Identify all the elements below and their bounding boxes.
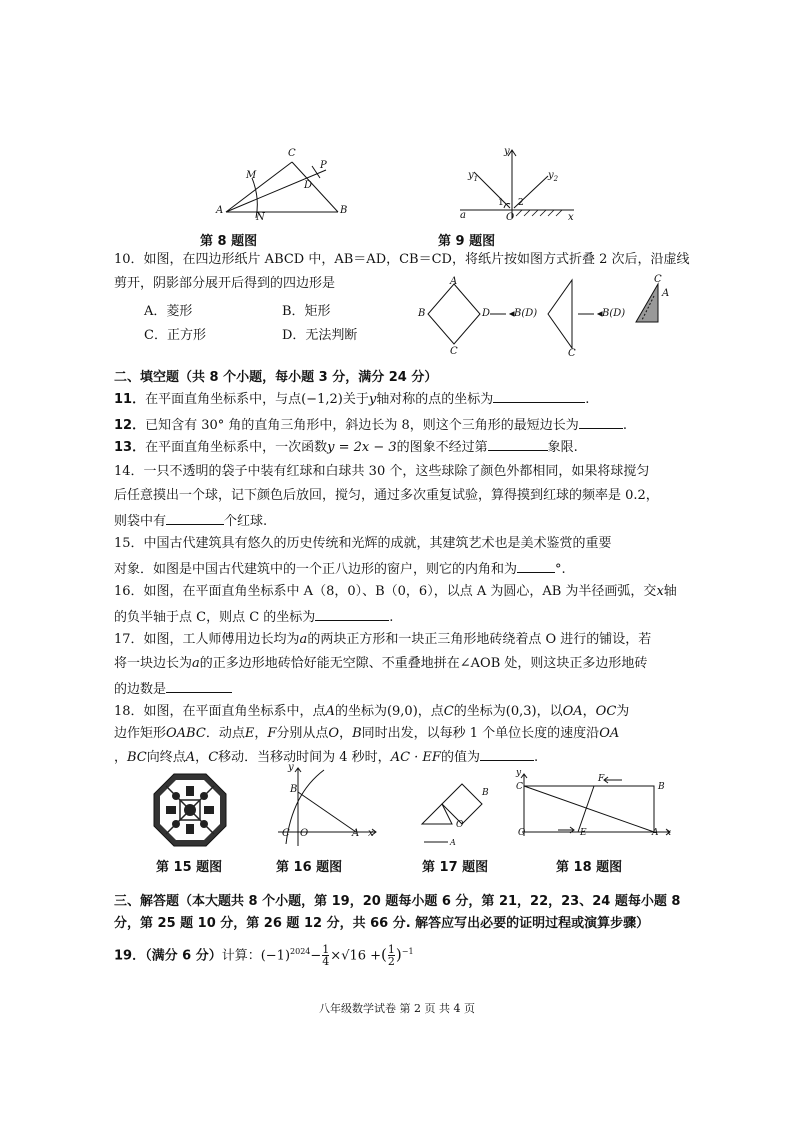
q17-line1: 17．如图，工人师傅用边长均为a的两块正方形和一块正三角形地砖绕着点 O 进行的铺设，若 — [114, 632, 652, 647]
label-angle-1: 1 — [498, 198, 504, 208]
label-y: y — [504, 146, 510, 157]
q10-option-d: D．无法判断 — [282, 328, 358, 343]
q14-line2: 后任意摸出一个球，记下颜色后放回，搅匀，通过多次重复试验，算得摸到红球的频率是 0.2， — [114, 488, 659, 503]
label-d: D — [304, 180, 313, 191]
q18-line2: 边作矩形OABC．动点E，F分别从点O，B同时出发，以每秒 1 个单位长度的速度沿OA — [114, 726, 620, 741]
label-bd-1: B(D) — [514, 308, 538, 319]
question-11: 11．在平面直角坐标系中，与点(−1,2)关于y轴对称的点的坐标为 . — [114, 389, 589, 409]
label-y2: $y_2$ — [548, 170, 559, 183]
q10-line2: 剪开，阴影部分展开后得到的四边形是 — [114, 276, 336, 291]
label-o: O — [506, 212, 515, 223]
answer-blank[interactable] — [166, 511, 224, 525]
question-19: 19．（满分 6 分）计算：$(-1)^{2024}-$ $\frac{1}{4}$ ×√16 +( $\frac{1}{2}$ )$^{-1}$ — [114, 943, 414, 969]
section-3-line1: 三、解答题（本大题共 8 个小题，第 19，20 题每小题 6 分，第 21，22，23、24 题每小题 8 — [114, 894, 681, 909]
label-e: E — [580, 828, 587, 838]
label-angle-2: 2 — [518, 198, 524, 208]
q18-line3: ，BC向终点A，C移动．当移动时间为 4 秒时，AC · EF的值为 . — [114, 747, 538, 767]
figure-18 — [514, 770, 674, 838]
label-bd-2: B(D) — [602, 308, 626, 319]
label-b: B — [290, 784, 298, 795]
label-m: M — [246, 170, 257, 181]
label-c: C — [516, 782, 523, 792]
q10-line1: 10．如图，在四边形纸片 ABCD 中，AB＝AD，CB＝CD，将纸片按如图方式折叠 2 次后，沿虚线 — [114, 252, 690, 267]
answer-blank[interactable] — [488, 437, 548, 451]
label-a3: A — [662, 288, 670, 299]
label-o: O — [456, 820, 464, 830]
figure-8 — [212, 148, 352, 224]
label-x: x — [666, 828, 672, 838]
section-2-title: 二、填空题（共 8 个小题，每小题 3 分，满分 24 分） — [114, 370, 438, 385]
question-12: 12．已知含有 30° 角的直角三角形中，斜边长为 8，则这个三角形的最短边长为 . — [114, 415, 627, 435]
label-c: C — [450, 346, 458, 357]
figure-10 — [414, 276, 684, 358]
figure-15 — [152, 772, 228, 848]
caption-fig9: 第 9 题图 — [438, 234, 496, 249]
label-a: A — [450, 838, 456, 847]
label-f: F — [598, 774, 605, 784]
segment-ap — [226, 170, 326, 212]
q14-line1: 14．一只不透明的袋子中装有红球和白球共 30 个，这些球除了颜色外都相同，如果将球搅匀 — [114, 464, 650, 479]
label-a: A — [352, 828, 360, 839]
q16-line2: 的负半轴于点 C，则点 C 的坐标为 . — [114, 607, 393, 627]
q16-line1: 16．如图，在平面直角坐标系中 A（8，0）、B（0，6），以点 A 为圆心，AB 为半径画弧，交x轴 — [114, 584, 677, 599]
q18-line1: 18．如图，在平面直角坐标系中，点A的坐标为(9,0)，点C的坐标为(0,3)，以OA，OC为 — [114, 704, 630, 719]
q17-line2: 将一块边长为a的正多边形地砖恰好能无空隙、不重叠地拼在∠AOB 处，则这块正多边形地砖 — [114, 656, 648, 671]
label-x: x — [568, 212, 574, 223]
q10-option-b: B．矩形 — [282, 304, 331, 319]
label-o: O — [518, 828, 526, 838]
label-c: C — [288, 148, 296, 159]
caption-fig8: 第 8 题图 — [200, 234, 258, 249]
q15-line1: 15．中国古代建筑具有悠久的历史传统和光辉的成就，其建筑艺术也是美术鉴赏的重要 — [114, 536, 612, 551]
answer-blank[interactable] — [315, 607, 389, 621]
answer-blank[interactable] — [166, 679, 232, 693]
caption-fig18: 第 18 题图 — [556, 860, 623, 875]
answer-blank[interactable] — [579, 415, 623, 429]
label-b: B — [658, 782, 665, 792]
q15-line2: 对象．如图是中国古代建筑中的一个正八边形的窗户，则它的内角和为 °. — [114, 559, 566, 579]
answer-blank[interactable] — [493, 389, 585, 403]
label-y: y — [288, 762, 294, 773]
label-c2: C — [568, 348, 576, 359]
figure-17 — [418, 780, 508, 850]
q10-option-a: A．菱形 — [144, 304, 193, 319]
section-3-line2: 分，第 25 题 10 分，第 26 题 12 分，共 66 分. 解答应写出必要的证明过程或演算步骤） — [114, 916, 650, 931]
question-13: 13．在平面直角坐标系中，一次函数y = 2x − 3的图象不经过第 象限. — [114, 437, 578, 457]
label-a: a — [460, 210, 466, 221]
label-y1: $y_1$ — [468, 170, 479, 183]
figure-16 — [272, 764, 382, 848]
label-c: C — [282, 828, 290, 839]
label-c3: C — [654, 274, 662, 285]
answer-blank[interactable] — [480, 747, 534, 761]
label-b: B — [482, 788, 489, 798]
label-a: A — [450, 276, 458, 287]
label-a: A — [652, 828, 659, 838]
q17-line3: 的边数是 — [114, 679, 232, 699]
label-n: N — [256, 212, 265, 223]
segment-cb — [292, 162, 338, 212]
figure-9 — [452, 146, 582, 226]
caption-fig16: 第 16 题图 — [276, 860, 343, 875]
caption-fig15: 第 15 题图 — [156, 860, 223, 875]
label-b: B — [340, 205, 348, 216]
arc-p — [312, 166, 320, 178]
caption-fig17: 第 17 题图 — [422, 860, 489, 875]
label-b: B — [418, 308, 426, 319]
q14-line3: 则袋中有 个红球. — [114, 511, 267, 531]
answer-blank[interactable] — [517, 559, 555, 573]
label-o: O — [300, 828, 309, 839]
page-footer: 八年级数学试卷 第 2 页 共 4 页 — [319, 1002, 475, 1015]
label-a: A — [216, 205, 224, 216]
label-x: x — [368, 828, 374, 839]
label-d: D — [482, 308, 491, 319]
label-p: P — [320, 160, 327, 171]
q10-option-c: C．正方形 — [144, 328, 206, 343]
segment-ac — [226, 162, 292, 212]
label-y: y — [516, 768, 522, 778]
